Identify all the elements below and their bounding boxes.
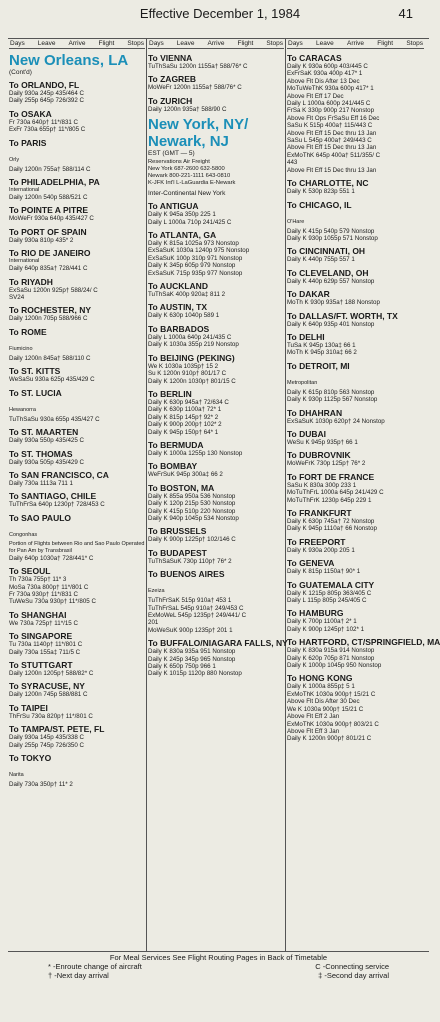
destination-name: To POINTE A PITRE — [9, 205, 89, 216]
destination-name: To ST. THOMAS — [9, 448, 73, 459]
flight-row: Daily L 1000a 710p 241/425 C — [148, 218, 232, 226]
destination-name: To HARTFORD, CT/SPRINGFIELD, MA — [287, 637, 440, 648]
flight-row: Above Flt Ops FrSaSu Eff 16 Dec — [287, 114, 380, 122]
flight-row: Daily K 1000a 855p‡ 5 1 — [287, 683, 355, 691]
flight-row: Daily L 1000a 640p 241/435 C — [148, 333, 232, 341]
flight-row: ExSaSuK 715p 935p 977 Nonstop — [148, 269, 243, 277]
flight-row: Above Flt Eff 15 Dec thru 13 Jan — [287, 129, 377, 137]
flight-row: Daily 640p 1030a† 728/441* C — [9, 554, 94, 562]
flight-row: Daily K 650p 750p 966 1 — [148, 663, 216, 671]
meal-note: For Meal Services See Flight Routing Pages in Back of Timetable — [109, 953, 328, 962]
flight-row: TuThFrSaK 515p 910a† 453 1 — [148, 597, 232, 605]
destination-name: To CARACAS — [287, 53, 342, 63]
destination-block — [9, 388, 145, 423]
flight-row: Daily K 900p 1245p† 102* 1 — [287, 625, 365, 633]
flight-row: Daily 930a 810p 435* 2 — [9, 236, 74, 244]
flight-row: Daily 1200n 755a† 588/114 C — [9, 165, 91, 173]
route-note: International — [9, 187, 40, 194]
destination-name: To BEIJING (PEKING) — [148, 352, 235, 363]
flight-row: ExMoWeL 545p 1235p† 249/441/ C — [148, 612, 247, 619]
flight-row: Above Flt Eff 15 Dec thru 13 Jan — [287, 166, 377, 174]
flight-row: Daily 930a 145p 435/338 C — [9, 734, 84, 742]
flight-row: Daily K 1000a 1255p 130 Nonstop — [148, 449, 243, 457]
destination-name: To ROME — [9, 326, 47, 337]
destination-block — [287, 472, 424, 504]
destination-block — [287, 200, 424, 243]
column-1 — [8, 39, 147, 951]
flight-row: TuThSaK 400p 920a‡ 811 2 — [148, 291, 226, 299]
destination-block — [287, 361, 424, 404]
destination-name: To ATLANTA, GA — [148, 230, 217, 241]
destination-block — [287, 558, 424, 575]
flight-row: WeSu K 945p 935p† 66 1 — [287, 438, 358, 446]
destination-block — [9, 366, 145, 383]
destination-name: To BUFFALO/NIAGARA FALLS, NY — [148, 638, 288, 649]
flight-row: We K 1030a 900p† 15/21 C — [287, 705, 364, 713]
destination-block — [287, 429, 424, 446]
column-header: Days Leave Arrive Flight Stops — [10, 40, 144, 47]
route-note: Portion of Flights between Rio and Sao Paulo Operated for Pan Am by Transbrasil — [9, 540, 145, 554]
flight-row: Daily K 630p 1100a† 72* 1 — [148, 406, 222, 414]
flight-row: TuThSaSuK 730p 110p† 76* 2 — [148, 557, 232, 565]
destination-name: To HAMBURG — [287, 608, 344, 619]
destination-name: To FRANKFURT — [287, 508, 352, 518]
flight-row: Daily K 945p 1110a† 66 Nonstop — [287, 525, 377, 533]
flight-row: MoTh K 930p 935a† 188 Nonstop — [287, 299, 380, 307]
flight-row: MoSa 730a 800p† 11*/801 C — [9, 583, 89, 591]
flight-row: MoWeFr 930a 640p 435/427 C — [9, 215, 94, 223]
airport-name: Congonhas — [9, 531, 38, 538]
column-header: Days Leave Arrive Flight Stops — [149, 40, 283, 47]
hotel-note: Inter-Continental New York — [148, 190, 226, 198]
flight-row: MoTuWeThK 930a 600p 417* 1 — [287, 85, 374, 93]
flight-row: Above Flt Eff 15 Dec thru 13 Jan — [287, 144, 377, 152]
destination-block — [148, 483, 284, 523]
flight-row: Daily L 115p 805p 245/405 C — [287, 597, 367, 605]
hub-continued: (Cont'd) — [9, 69, 32, 76]
flight-row: Daily K 1015p 1120p 880 Nonstop — [148, 670, 242, 678]
destination-block — [148, 324, 284, 349]
flight-row: 201 — [148, 619, 159, 627]
flight-row: Daily 255p 645p 726/392 C — [9, 97, 84, 105]
flight-row: Daily K 1215p 805p 363/405 C — [287, 589, 372, 597]
destination-block — [9, 427, 145, 444]
destination-block — [148, 302, 284, 319]
destination-block — [287, 246, 424, 263]
destination-name: To CHICAGO, IL — [287, 199, 352, 210]
flight-row: Daily 930a 245p 435/464 C — [9, 90, 84, 97]
airport-name: Ezeiza — [148, 588, 165, 595]
flight-row: Daily K 415p 540p 579 Nonstop — [287, 227, 375, 235]
destination-name: To TAMPA/ST. PETE, FL — [9, 724, 105, 735]
flight-row: ExMoThK 645p 400a† 511/355/ C — [287, 151, 381, 159]
flight-row: Daily 730a 155a‡ 711/5 C — [9, 648, 81, 656]
hub-city-title: New Orleans, LA — [9, 52, 129, 69]
destination-name: To BERMUDA — [148, 439, 204, 450]
destination-block — [9, 513, 145, 562]
route-note: International — [9, 258, 40, 265]
flight-row: Th 730a 755p† 11* 3 — [9, 576, 67, 584]
destination-block — [287, 673, 424, 742]
flight-row: Tu 730a 1140p† 11*/801 C — [9, 641, 83, 649]
flight-row: Daily K 630p 1040p 589 1 — [148, 312, 220, 320]
flight-row: Above Flt Eff 3 Jan — [287, 727, 340, 735]
destination-name: To SAN FRANCISCO, CA — [9, 469, 109, 480]
destination-name: To SHANGHAI — [9, 609, 67, 620]
flight-row: Above Flt Eff 17 Dec — [287, 92, 344, 100]
reservation-info: Reservations Air Freight New York 687-2600 632-5800 Newark 800-221-1111 643-0810 K-JFK Int'l L-LaGuardia E-Newark — [148, 159, 236, 187]
destination-block — [9, 177, 145, 201]
airport-name: Metropolitan — [287, 379, 318, 386]
destination-block — [287, 537, 424, 554]
flight-row: Daily K 700p 1100a† 2* 1 — [287, 618, 357, 626]
flight-row: ExSaSuK 1030p 620p† 24 Nonstop — [287, 417, 385, 425]
destination-block — [9, 631, 145, 656]
flight-row: MoWeSuK 900p 1235p† 201 1 — [148, 626, 233, 634]
flight-row: Daily K 815a 1025a 973 Nonstop — [148, 240, 239, 248]
column-header: Days Leave Arrive Flight Stops — [288, 40, 423, 47]
flight-row: Su K 1200n 910p† 801/17 C — [148, 370, 227, 378]
flight-row: Daily 730a 350p† 11* 2 — [9, 781, 73, 788]
airport-name: Hewanorra — [9, 406, 36, 413]
destination-block — [148, 461, 284, 478]
destination-name: To DUBROVNIK — [287, 450, 351, 461]
flight-row: ExSaSuK 1030a 1240p 975 Nonstop — [148, 247, 250, 255]
destination-name: To STUTTGART — [9, 659, 73, 670]
flight-row: Daily K 900p 1225p† 102/146 C — [148, 536, 236, 544]
destination-block — [287, 311, 424, 328]
destination-block — [148, 569, 284, 634]
destination-name: To ST. MAARTEN — [9, 427, 79, 438]
flight-row: Daily K 830a 915a 914 Nonstop — [287, 647, 375, 655]
destination-name: To PARIS — [9, 137, 47, 148]
flight-row: Daily K 1030a 355p 219 Nonstop — [148, 341, 239, 349]
flight-row: Daily K 815p 145p† 92* 2 — [148, 413, 219, 421]
flight-row: Daily K 120p 215p 530 Nonstop — [148, 500, 236, 508]
destination-block — [9, 660, 145, 677]
destination-name: To PHILADELPHIA, PA — [9, 177, 100, 188]
flight-row: We K 1030a 1035p† 15 2 — [148, 362, 219, 370]
destination-block — [148, 440, 284, 457]
destination-block — [287, 289, 424, 306]
destination-block — [9, 109, 145, 134]
flight-row: MoTuThFrK 1230p 645p 229 1 — [287, 496, 372, 504]
flight-row: Daily K 440p 629p 557 Nonstop — [287, 277, 375, 285]
destination-name: To BRUSSELS — [148, 526, 207, 537]
flight-row: Daily K 815p 1150a† 90* 1 — [287, 568, 361, 576]
flight-row: WeSaSu 930a 625p 435/429 C — [9, 376, 95, 384]
destination-name: To GENEVA — [287, 558, 335, 569]
flight-row: Daily 930a 550p 435/425 C — [9, 437, 84, 445]
destination-block — [148, 526, 284, 543]
flight-row: Daily 730a 1113a 711 1 — [9, 479, 73, 487]
flight-row: ExFrSaK 930a 400p 417* 1 — [287, 70, 363, 78]
flight-row: Daily K 415p 510p 220 Nonstop — [148, 507, 236, 515]
destination-name: To ZAGREB — [148, 74, 197, 85]
destination-name: To HONG KONG — [287, 673, 353, 684]
destination-block — [9, 724, 145, 749]
flight-row: Daily K 945a 350p 225 1 — [148, 211, 216, 219]
destination-block — [9, 80, 145, 105]
airport-name: Narita — [9, 772, 24, 778]
flight-row: TuThFrSaL 545p 910a† 249/453 C — [148, 604, 244, 612]
destination-name: To SEOUL — [9, 566, 51, 577]
destination-name: To FORT DE FRANCE — [287, 471, 375, 482]
destination-name: To DHAHRAN — [287, 407, 343, 418]
destination-block — [9, 566, 145, 606]
flight-row: Daily K 930a 200p 205 1 — [287, 546, 355, 554]
destination-block — [287, 608, 424, 633]
page-header — [0, 0, 437, 22]
destination-name: To DELHI — [287, 331, 325, 342]
flight-row: Daily K 640p 935p 401 Nonstop — [287, 320, 375, 328]
destination-list — [287, 53, 440, 743]
legend: † -Next day arrival ‡ -Second day arrival — [48, 971, 389, 980]
destination-block — [148, 353, 284, 385]
timetable — [8, 38, 440, 952]
destination-block — [148, 389, 284, 436]
destination-name: To ANTIGUA — [148, 201, 199, 212]
destination-block — [9, 227, 145, 244]
destination-block — [9, 305, 145, 322]
flight-row: Daily 1200n 540p 588/521 C — [9, 194, 88, 202]
destination-name: To GUATEMALA CITY — [287, 579, 375, 590]
destination-block — [9, 610, 145, 627]
flight-row: Daily L 1000a 600p 241/445 C — [287, 100, 371, 108]
destination-list — [148, 201, 288, 678]
flight-row: Daily K 930a 600p 403/445 C — [287, 63, 368, 70]
flight-row: Daily 640p 835a† 728/441 C — [9, 265, 88, 273]
flight-row: Daily K 945p 150p† 64* 1 — [148, 428, 219, 436]
flight-row: FrSa K 330p 900p 217 Nonstop — [287, 107, 375, 115]
flight-row: MoTuThFrL 1000a 645p 241/429 C — [287, 489, 384, 497]
destination-name: To DUBAI — [287, 428, 327, 439]
destination-name: To DAKAR — [287, 289, 330, 300]
destination-block — [148, 638, 288, 678]
flight-row: TuThSaSu 930a 655p 435/427 C — [9, 415, 100, 423]
flight-row: Daily 255p 745p 726/350 C — [9, 741, 84, 749]
destination-name: To BOSTON, MA — [148, 482, 215, 493]
time-zone: EST (GMT — 5) — [148, 150, 195, 158]
flight-row: Fr 730a 930p† 11*/831 C — [9, 590, 79, 598]
destination-name: To CHARLOTTE, NC — [287, 178, 369, 189]
destination-name: To TOKYO — [9, 753, 52, 763]
destination-name: To OSAKA — [9, 108, 52, 119]
destination-block — [9, 138, 145, 173]
flight-row: ExSaSuK 100p 310p 971 Nonstop — [148, 254, 243, 262]
flight-row: Daily K 630p 745a† 72 Nonstop — [287, 518, 375, 525]
hub-city-title: New York, NY/ Newark, NJ — [148, 116, 249, 151]
destination-name: To CLEVELAND, OH — [287, 267, 369, 278]
column-2 — [147, 39, 286, 951]
flight-row: ExMoThK 1030a 900p† 15/21 C — [287, 690, 376, 698]
destination-block — [9, 277, 145, 302]
flight-row: Daily K 900p 200p† 102* 2 — [148, 421, 222, 429]
airport-name: O'Hare — [287, 218, 305, 225]
destination-name: To ORLANDO, FL — [9, 80, 80, 90]
destination-name: To BERLIN — [148, 388, 192, 399]
destination-list — [9, 80, 145, 788]
destination-block — [287, 53, 424, 174]
flight-row: 443 — [287, 159, 298, 167]
legend: * -Enroute change of aircraft C -Connecting service — [48, 962, 389, 971]
flight-row: Daily 930a 505p 435/429 C — [9, 458, 84, 466]
destination-block — [148, 96, 284, 113]
destination-name: To SANTIAGO, CHILE — [9, 491, 97, 502]
destination-block — [9, 681, 145, 698]
flight-row: ExSaSu 1200n 925p† 588/24/ C — [9, 286, 98, 294]
flight-row: TuWeSu 730a 930p† 11*/805 C — [9, 598, 96, 606]
flight-row: Daily K 930p 1125p 567 Nonstop — [287, 396, 378, 404]
destination-name: To BOMBAY — [148, 461, 198, 472]
flight-row: Daily K 830a 935a 951 Nonstop — [148, 648, 236, 656]
destination-name: To CINCINNATI, OH — [287, 246, 366, 257]
destination-block — [287, 332, 424, 357]
airport-name: Orly — [9, 156, 20, 163]
flight-row: MoWeFr 1200n 1155a† 588/76* C — [148, 84, 242, 92]
destination-block — [9, 703, 145, 720]
destination-name: To RIO DE JANEIRO — [9, 248, 91, 259]
destination-block — [287, 450, 424, 467]
flight-row: Daily 1200n 1205p† 588/82* C — [9, 669, 94, 677]
destination-name: To ZURICH — [148, 95, 193, 106]
destination-name: To AUSTIN, TX — [148, 302, 208, 313]
destination-name: To AUCKLAND — [148, 281, 208, 292]
destination-name: To PORT OF SPAIN — [9, 226, 87, 237]
destination-block — [287, 508, 424, 533]
destination-block — [148, 548, 284, 565]
destination-name: To ST. LUCIA — [9, 387, 62, 398]
flight-row: ThFrSu 730a 820p† 11*/801 C — [9, 712, 93, 720]
flight-row: Daily K 1200n 1030p† 801/15 C — [148, 377, 236, 385]
flight-row: Daily K 440p 755p 557 1 — [287, 256, 355, 264]
flight-row: Daily K 930p 1055p 571 Nonstop — [287, 234, 378, 242]
flight-row: Above Flt Eff 2 Jan — [287, 713, 340, 721]
flight-row: SV24 — [9, 294, 25, 302]
flight-row: Daily K 620p 705p 871 Nonstop — [287, 654, 375, 662]
destination-block — [9, 248, 145, 272]
destination-name: To DALLAS/FT. WORTH, TX — [287, 310, 398, 321]
flight-row: We 730a 725p† 11*/15 C — [9, 619, 78, 627]
flight-row: SaSu L 545p 400a† 249/443 C — [287, 137, 372, 145]
flight-row: SaSu K 515p 400a† 115/443 C — [287, 122, 373, 130]
destination-name: To SINGAPORE — [9, 631, 73, 642]
flight-row: Daily K 615p 810p 563 Nonstop — [287, 388, 375, 396]
flight-row: MoWeFrK 730p 125p† 76* 2 — [287, 460, 366, 468]
destination-name: To TAIPEI — [9, 702, 48, 713]
effective-date: Effective December 1, 1984 — [139, 6, 301, 21]
flight-row: Daily K 245p 345p 965 Nonstop — [148, 655, 236, 663]
flight-row: Daily 1200n 705p 588/966 C — [9, 315, 88, 323]
flight-row: TuSa K 945p 130a‡ 66 1 — [287, 341, 356, 349]
destination-block — [148, 74, 284, 91]
destination-block — [287, 178, 424, 195]
destination-name: To VIENNA — [148, 53, 193, 63]
destination-block — [9, 470, 145, 487]
destination-block — [287, 268, 424, 285]
flight-row: Daily K 630p 945a† 72/634 C — [148, 398, 229, 406]
flight-row: WeFrSuK 945p 300a‡ 66 2 — [148, 471, 223, 479]
flight-row: Daily K 345p 605p 979 Nonstop — [148, 262, 236, 270]
flight-row: Daily 1200n 745p 588/881 C — [9, 691, 88, 699]
destination-name: To SYRACUSE, NY — [9, 681, 85, 692]
flight-row: Daily 1200n 935a† 588/90 C — [148, 105, 227, 113]
destination-block — [9, 449, 145, 466]
destination-block — [148, 281, 284, 298]
destination-block — [287, 637, 440, 670]
destination-name: To BARBADOS — [148, 323, 210, 334]
flight-row: Daily K 1000p 1045p 950 Nonstop — [287, 662, 382, 670]
destination-block — [9, 753, 145, 788]
destination-block — [148, 201, 284, 226]
destination-block — [9, 491, 145, 508]
flight-row: MoTh K 945p 310a‡ 66 2 — [287, 349, 357, 357]
destination-block — [9, 327, 145, 362]
flight-row: SaSu K 830a 300p 233 1 — [287, 481, 357, 489]
flight-row: TuThSaSu 1200n 1155a† 588/76* C — [148, 63, 248, 70]
flight-row: Daily K 530p 823p 551 1 — [287, 188, 355, 196]
destination-name: To BUENOS AIRES — [148, 569, 225, 580]
flight-row: ExFr 730a 655p† 11*/805 C — [9, 126, 86, 134]
destination-block — [287, 580, 424, 605]
destination-name: To ST. KITTS — [9, 366, 61, 377]
flight-row: Fr 730a 640p† 11*/831 C — [9, 118, 79, 126]
destination-name: To FREEPORT — [287, 536, 346, 547]
destination-block — [148, 230, 284, 277]
footer — [8, 953, 429, 980]
destination-name: To RIYADH — [9, 276, 53, 287]
column-3 — [286, 39, 440, 951]
flight-row: Daily 1200n 845a† 588/110 C — [9, 354, 91, 362]
flight-row: Daily K 940p 1045p 534 Nonstop — [148, 514, 239, 522]
destination-block — [148, 53, 284, 70]
flight-row: Daily K 1200n 900p† 801/21 C — [287, 735, 372, 743]
destination-name: To ROCHESTER, NY — [9, 305, 92, 316]
flight-row: Daily K 855a 950a 536 Nonstop — [148, 492, 236, 500]
flight-row: Above Flt Dis After 13 Dec — [287, 77, 360, 85]
page-number: 41 — [398, 6, 413, 21]
destination-list — [148, 53, 284, 113]
destination-block — [287, 408, 424, 425]
flight-row: Above Flt Dis After 30 Dec — [287, 698, 360, 706]
airport-name: Fiumicino — [9, 345, 33, 352]
destination-name: To DETROIT, MI — [287, 360, 350, 371]
destination-block — [9, 205, 145, 222]
flight-row: ExMoThK 1030a 900p† 803/21 C — [287, 720, 379, 728]
destination-name: To BUDAPEST — [148, 547, 207, 558]
flight-row: TuThFrSa 640p 1230p† 728/453 C — [9, 501, 105, 509]
destination-name: To SAO PAULO — [9, 512, 72, 523]
